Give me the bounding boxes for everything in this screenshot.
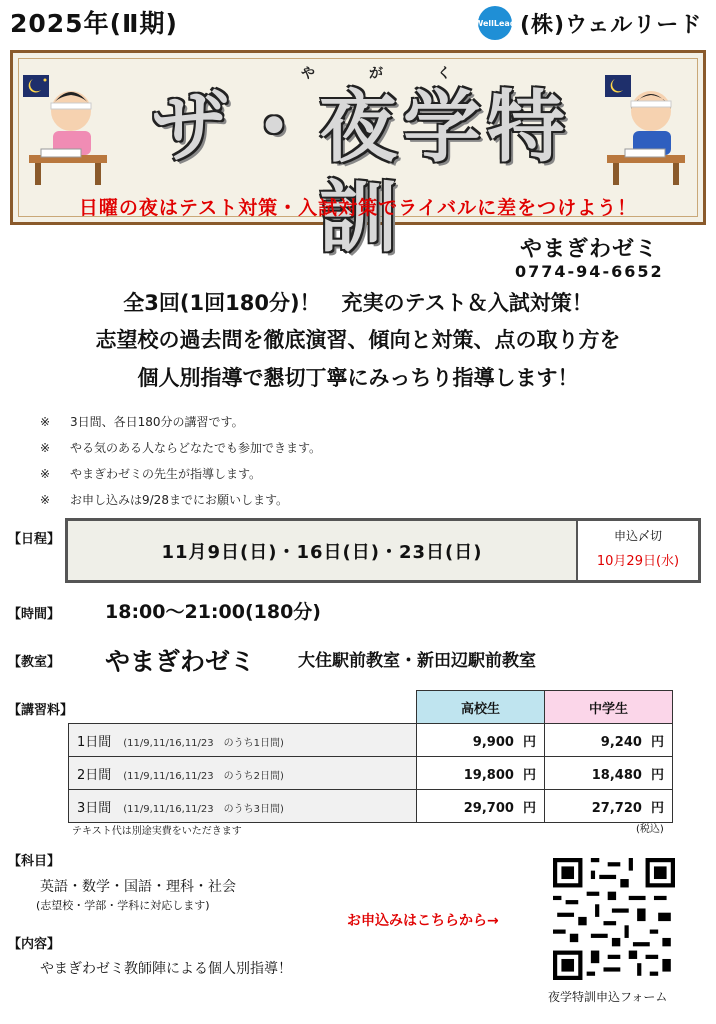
fee-days: 3日間 xyxy=(77,800,112,816)
fee-middle-school xyxy=(545,757,673,790)
furigana-ga: が xyxy=(369,66,383,82)
apply-form-qr-code[interactable] xyxy=(553,858,675,980)
fee-high-school xyxy=(417,757,545,790)
fee-amount: 9,240 xyxy=(600,734,642,750)
note-mark: ※ xyxy=(40,467,51,481)
lead-line-2: 志望校の過去問を徹底演習、傾向と対策、点の取り方を xyxy=(95,328,621,352)
note-mark: ※ xyxy=(40,415,51,429)
content-label: 【内容】 xyxy=(8,937,61,952)
high-school-header: 高校生 xyxy=(417,691,545,724)
school-name: やまぎわゼミ xyxy=(520,237,659,262)
time-label: 【時間】 xyxy=(8,607,61,622)
schedule-box xyxy=(65,518,701,583)
fee-high-school xyxy=(417,790,545,823)
subjects-list: 英語・数学・国語・理科・社会 xyxy=(40,879,236,895)
note-text: 3日間、各日180分の講習です。 xyxy=(70,415,244,429)
deadline-box xyxy=(578,521,698,580)
fee-days: 1日間 xyxy=(77,734,112,750)
fee-amount: 18,480 xyxy=(591,767,642,783)
table-row xyxy=(69,757,673,790)
fee-unit: 円 xyxy=(522,734,536,750)
note-text: やまぎわゼミの先生が指導します。 xyxy=(70,467,262,481)
fee-unit: 円 xyxy=(650,734,664,750)
note-text: やる気のある人ならどなたでも参加できます。 xyxy=(70,441,322,455)
note-mark: ※ xyxy=(40,441,51,455)
deadline-date: 10月29日(水) xyxy=(596,554,680,569)
fee-middle-school xyxy=(545,724,673,757)
apply-cta: お申込みはこちらから→ xyxy=(347,913,499,929)
subjects-label: 【科目】 xyxy=(8,854,61,869)
furigana-ya: や xyxy=(301,66,315,82)
banner-subtitle: 日曜の夜はテスト対策・入試対策でライバルに差をつけよう！ xyxy=(78,197,638,219)
classroom-places: 大住駅前教室・新田辺駅前教室 xyxy=(298,651,536,671)
fees-header-blank xyxy=(69,691,417,724)
schedule-label: 【日程】 xyxy=(8,532,61,547)
studying-boy-illustration xyxy=(603,71,693,187)
company-name: (株)ウェルリード xyxy=(520,12,703,38)
classroom-label: 【教室】 xyxy=(8,655,61,670)
fee-unit: 円 xyxy=(650,767,664,783)
year-title: 2025年(Ⅱ期) xyxy=(10,9,178,38)
note-mark: ※ xyxy=(40,493,51,507)
studying-girl-illustration xyxy=(21,71,111,187)
deadline-label: 申込〆切 xyxy=(613,529,662,543)
middle-school-header: 中学生 xyxy=(545,691,673,724)
fees-label: 【講習料】 xyxy=(8,703,74,718)
fee-amount: 29,700 xyxy=(463,800,514,816)
content-text: やまぎわゼミ教師陣による個人別指導！ xyxy=(40,961,292,977)
lead-line-1: 全3回(1回180分)！ 充実のテスト＆入試対策！ xyxy=(123,291,593,315)
note-item xyxy=(40,413,244,430)
table-row xyxy=(69,724,673,757)
schedule-dates: 11月9日(日)・16日(日)・23日(日) xyxy=(68,521,578,580)
qr-caption: 夜学特訓申込フォーム xyxy=(548,990,668,1004)
fee-middle-school xyxy=(545,790,673,823)
fee-amount: 19,800 xyxy=(463,767,514,783)
fees-header-row xyxy=(69,691,673,724)
fee-high-school xyxy=(417,724,545,757)
table-row xyxy=(69,790,673,823)
fee-row-label xyxy=(69,724,417,757)
note-item xyxy=(40,439,321,456)
school-phone: 0774-94-6652 xyxy=(515,262,664,281)
fee-amount: 27,720 xyxy=(591,800,642,816)
lead-line-3: 個人別指導で懇切丁寧にみっちり指導します！ xyxy=(137,366,579,390)
fee-detail: (11/9,11/16,11/23 のうち3日間) xyxy=(123,803,284,815)
fee-detail: (11/9,11/16,11/23 のうち2日間) xyxy=(123,770,284,782)
subjects-note: (志望校・学部・学科に対応します) xyxy=(36,899,210,912)
fees-table xyxy=(68,690,673,823)
note-item xyxy=(40,465,261,482)
fee-unit: 円 xyxy=(650,800,664,816)
fee-unit: 円 xyxy=(522,767,536,783)
fee-row-label xyxy=(69,757,417,790)
fee-detail: (11/9,11/16,11/23 のうち1日間) xyxy=(123,737,284,749)
company-brand xyxy=(474,6,703,40)
note-text: お申し込みは9/28までにお願いします。 xyxy=(70,493,288,507)
company-logo xyxy=(474,6,516,40)
furigana-ku: く xyxy=(437,66,451,82)
classroom-name: やまぎわゼミ xyxy=(105,647,256,676)
company-logo-text: WellLead xyxy=(474,18,516,28)
fee-row-label xyxy=(69,790,417,823)
fee-unit: 円 xyxy=(522,800,536,816)
note-item xyxy=(40,491,288,508)
fee-amount: 9,900 xyxy=(472,734,514,750)
main-title: ザ・夜学特訓 xyxy=(150,82,571,263)
tax-note: (税込) xyxy=(636,824,664,835)
fee-days: 2日間 xyxy=(77,767,112,783)
time-value: 18:00～21:00(180分) xyxy=(105,601,321,623)
fees-note: テキスト代は別途実費をいただきます xyxy=(72,826,242,837)
